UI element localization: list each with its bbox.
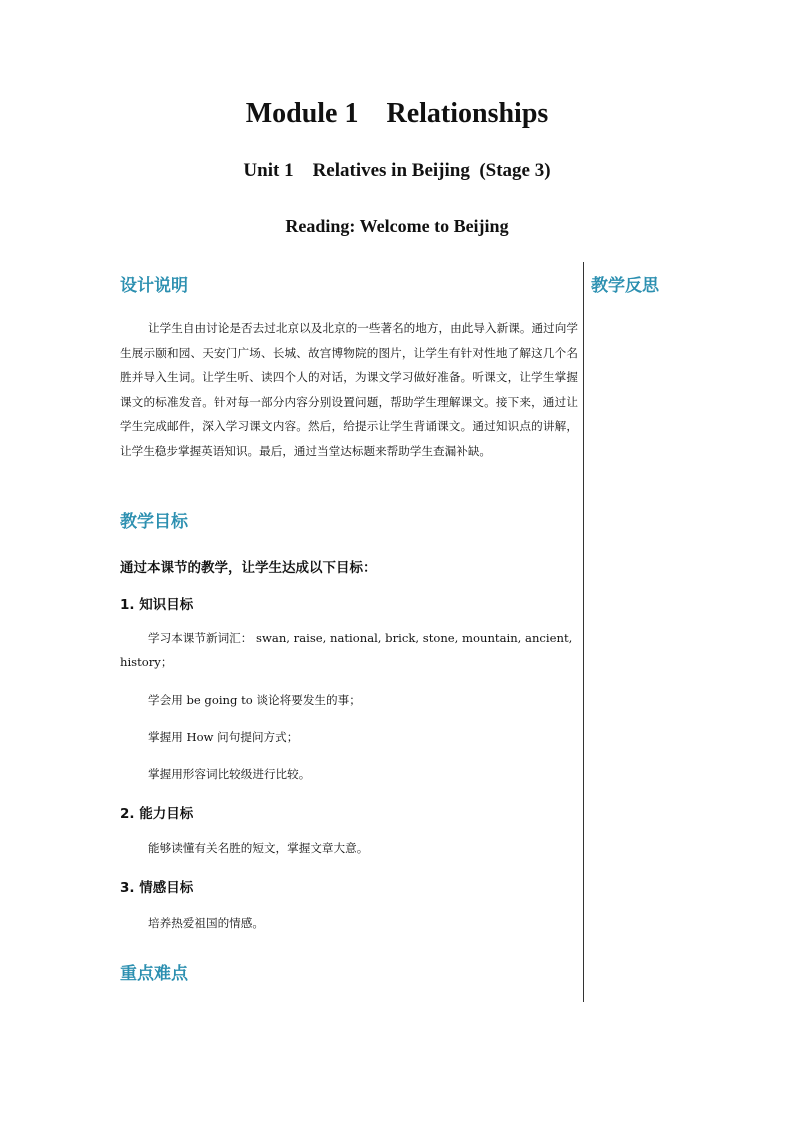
- unit-subtitle: Unit 1 Relatives in Beijing (Stage 3): [243, 160, 551, 181]
- emotion-goal-label: 3. 情感目标: [120, 880, 194, 896]
- reading-title: Reading: Welcome to Beijing: [285, 216, 509, 236]
- difficulties-heading: 重点难点: [120, 964, 188, 984]
- knowledge-goal-label: 1. 知识目标: [120, 597, 194, 613]
- design-paragraph: 让学生自由讨论是否去过北京以及北京的一些著名的地方，由此导入新课。通过向学生展示颐和园、天安门广场、长城、故宫博物院的图片，让学生有针对性地了解这几个名胜并导入生词。让学生听、读四个人的对话，为课文学习做好准备。听课文，让学生掌握课文的标准发音。针对每一部分内容分别设置问题，帮助学生理解课文。接下来，通过让学生完成邮件，深入学习课文内容。然后，给提示让学生背诵课文。通过知识点的讲解，让学生稳步掌握英语知识。最后，通过当堂达标题来帮助学生查漏补缺。: [120, 321, 578, 458]
- column-divider: [583, 262, 584, 1002]
- knowledge-goal-item: 学会用 be going to 谈论将要发生的事；: [148, 693, 361, 707]
- knowledge-goal-item: 掌握用 How 问句提问方式；: [148, 730, 299, 744]
- goals-heading: 教学目标: [120, 512, 188, 532]
- knowledge-goal-item: 学习本课节新词汇： swan, raise, national, brick, stone, mountain, ancient, history；: [120, 631, 573, 669]
- knowledge-goal-item: 掌握用形容词比较级进行比较。: [148, 767, 311, 781]
- emotion-goal-item: 培养热爱祖国的情感。: [148, 916, 264, 930]
- document-title: Module 1 Relationships: [245, 98, 549, 129]
- ability-goal-item: 能够读懂有关名胜的短文，掌握文章大意。: [148, 841, 369, 855]
- reflection-heading: 教学反思: [591, 276, 659, 296]
- ability-goal-label: 2. 能力目标: [120, 806, 194, 822]
- goals-intro: 通过本课节的教学，让学生达成以下目标：: [120, 560, 377, 576]
- design-heading: 设计说明: [120, 276, 188, 296]
